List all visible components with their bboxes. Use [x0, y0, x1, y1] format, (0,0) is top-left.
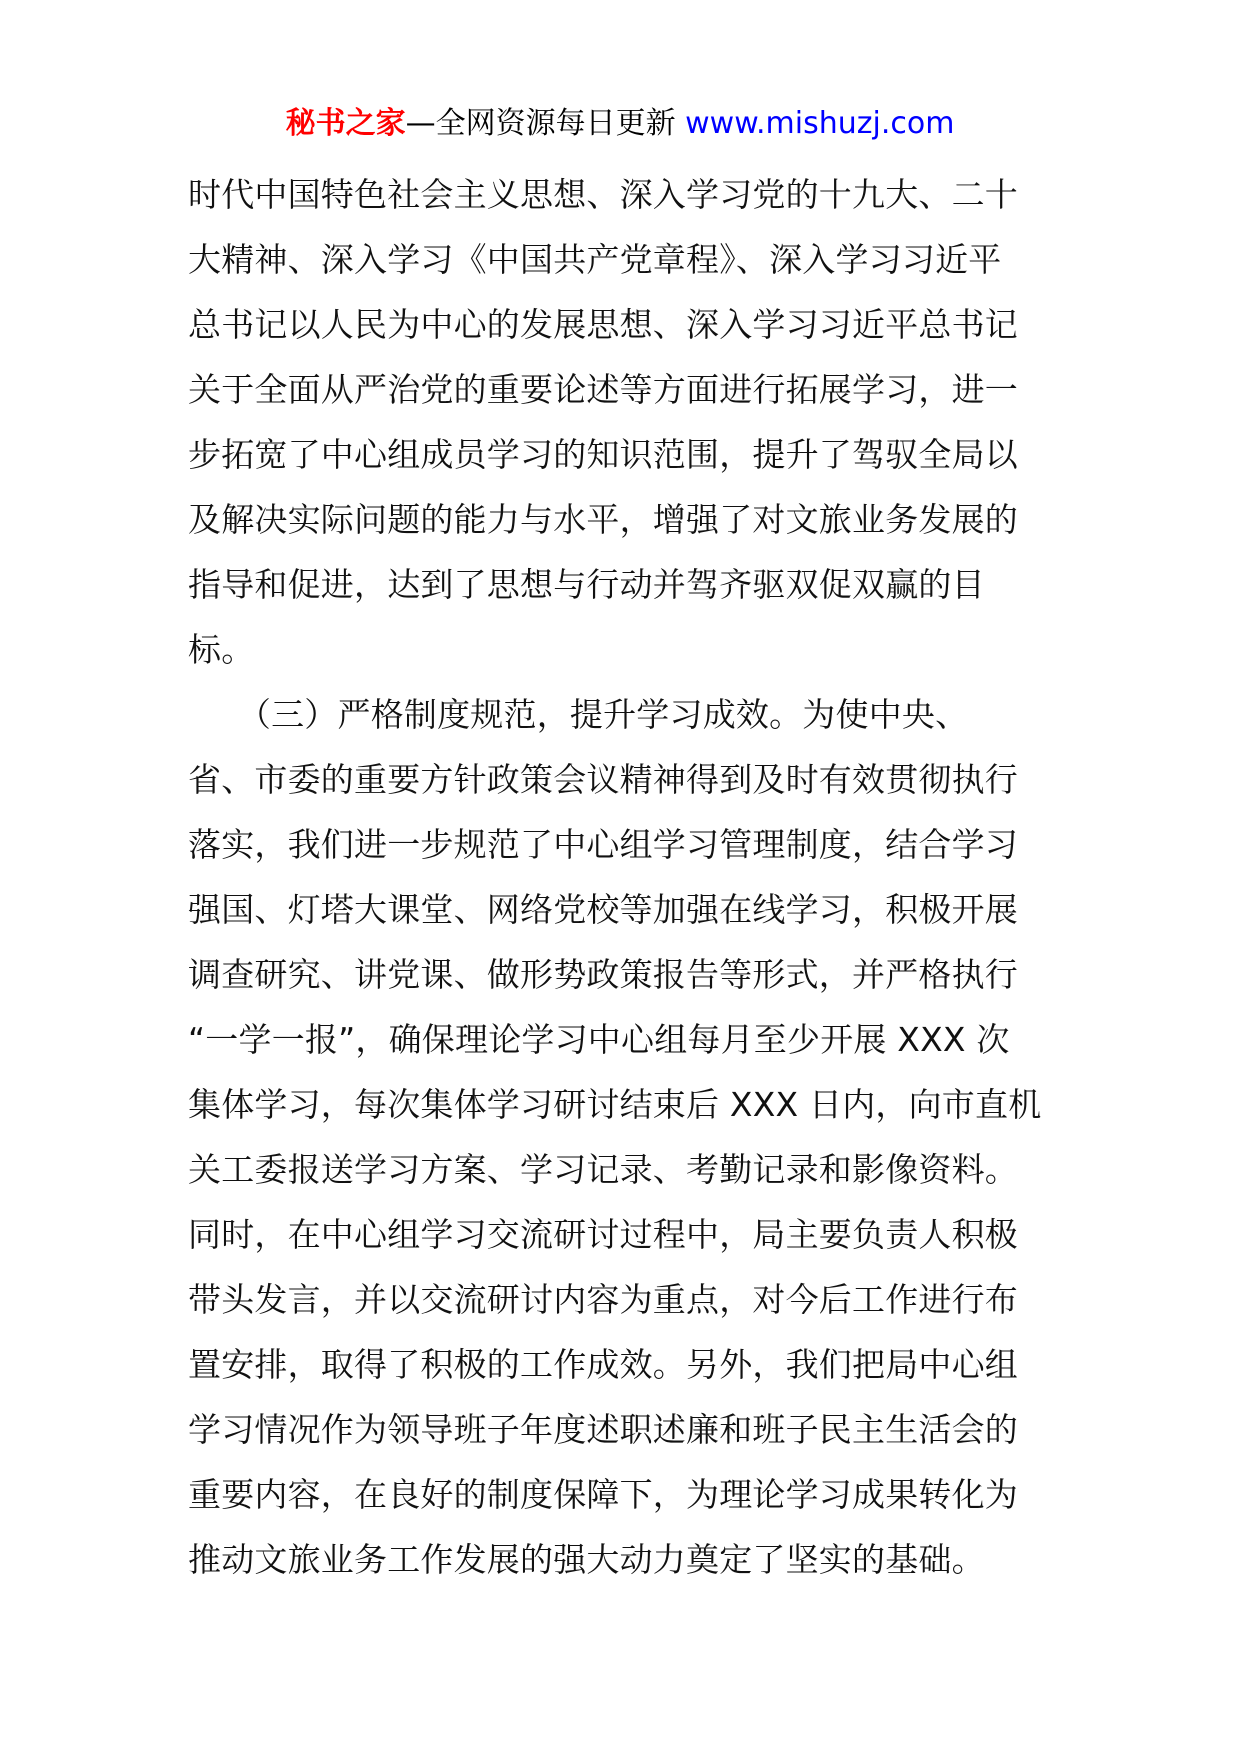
- header-url-link[interactable]: www.mishuzj.com: [685, 106, 955, 141]
- page-header: [0, 100, 1240, 148]
- body-line: 步拓宽了中心组成员学习的知识范围，提升了驾驭全局以: [188, 435, 1018, 474]
- body-line: 及解决实际问题的能力与水平，增强了对文旅业务发展的: [188, 500, 1018, 539]
- body-line: 同时，在中心组学习交流研讨过程中，局主要负责人积极: [188, 1215, 1018, 1254]
- body-line: 省、市委的重要方针政策会议精神得到及时有效贯彻执行: [188, 760, 1018, 799]
- header-brand: 秘书之家: [285, 106, 406, 141]
- body-line: “一学一报”，确保理论学习中心组每月至少开展 XXX 次: [188, 1020, 1010, 1059]
- body-line: 时代中国特色社会主义思想、深入学习党的十九大、二十: [188, 175, 1018, 214]
- body-line: 关工委报送学习方案、学习记录、考勤记录和影像资料。: [188, 1150, 1018, 1189]
- body-line: 标。: [188, 630, 255, 669]
- body-line: 指导和促进，达到了思想与行动并驾齐驱双促双赢的目: [188, 565, 985, 604]
- document-body: [188, 162, 1068, 1592]
- body-line: 重要内容，在良好的制度保障下，为理论学习成果转化为: [188, 1475, 1018, 1514]
- body-line: 强国、灯塔大课堂、网络党校等加强在线学习，积极开展: [188, 890, 1018, 929]
- body-line: 落实，我们进一步规范了中心组学习管理制度，结合学习: [188, 825, 1018, 864]
- body-line: 置安排，取得了积极的工作成效。另外，我们把局中心组: [188, 1345, 1018, 1384]
- body-line: 学习情况作为领导班子年度述职述廉和班子民主生活会的: [188, 1410, 1018, 1449]
- section-heading-line: （三）严格制度规范，提升学习成效。为使中央、: [188, 695, 969, 734]
- body-line: 总书记以人民为中心的发展思想、深入学习习近平总书记: [188, 305, 1018, 344]
- body-line: 带头发言，并以交流研讨内容为重点，对今后工作进行布: [188, 1280, 1018, 1319]
- body-line: 大精神、深入学习《中国共产党章程》、深入学习习近平: [188, 240, 1002, 279]
- body-line: 调查研究、讲党课、做形势政策报告等形式，并严格执行: [188, 955, 1018, 994]
- body-line: 推动文旅业务工作发展的强大动力奠定了坚实的基础。: [188, 1540, 985, 1579]
- body-line: 集体学习，每次集体学习研讨结束后 XXX 日内，向市直机: [188, 1085, 1042, 1124]
- body-line: 关于全面从严治党的重要论述等方面进行拓展学习，进一: [188, 370, 1018, 409]
- header-slogan: —全网资源每日更新: [405, 106, 686, 141]
